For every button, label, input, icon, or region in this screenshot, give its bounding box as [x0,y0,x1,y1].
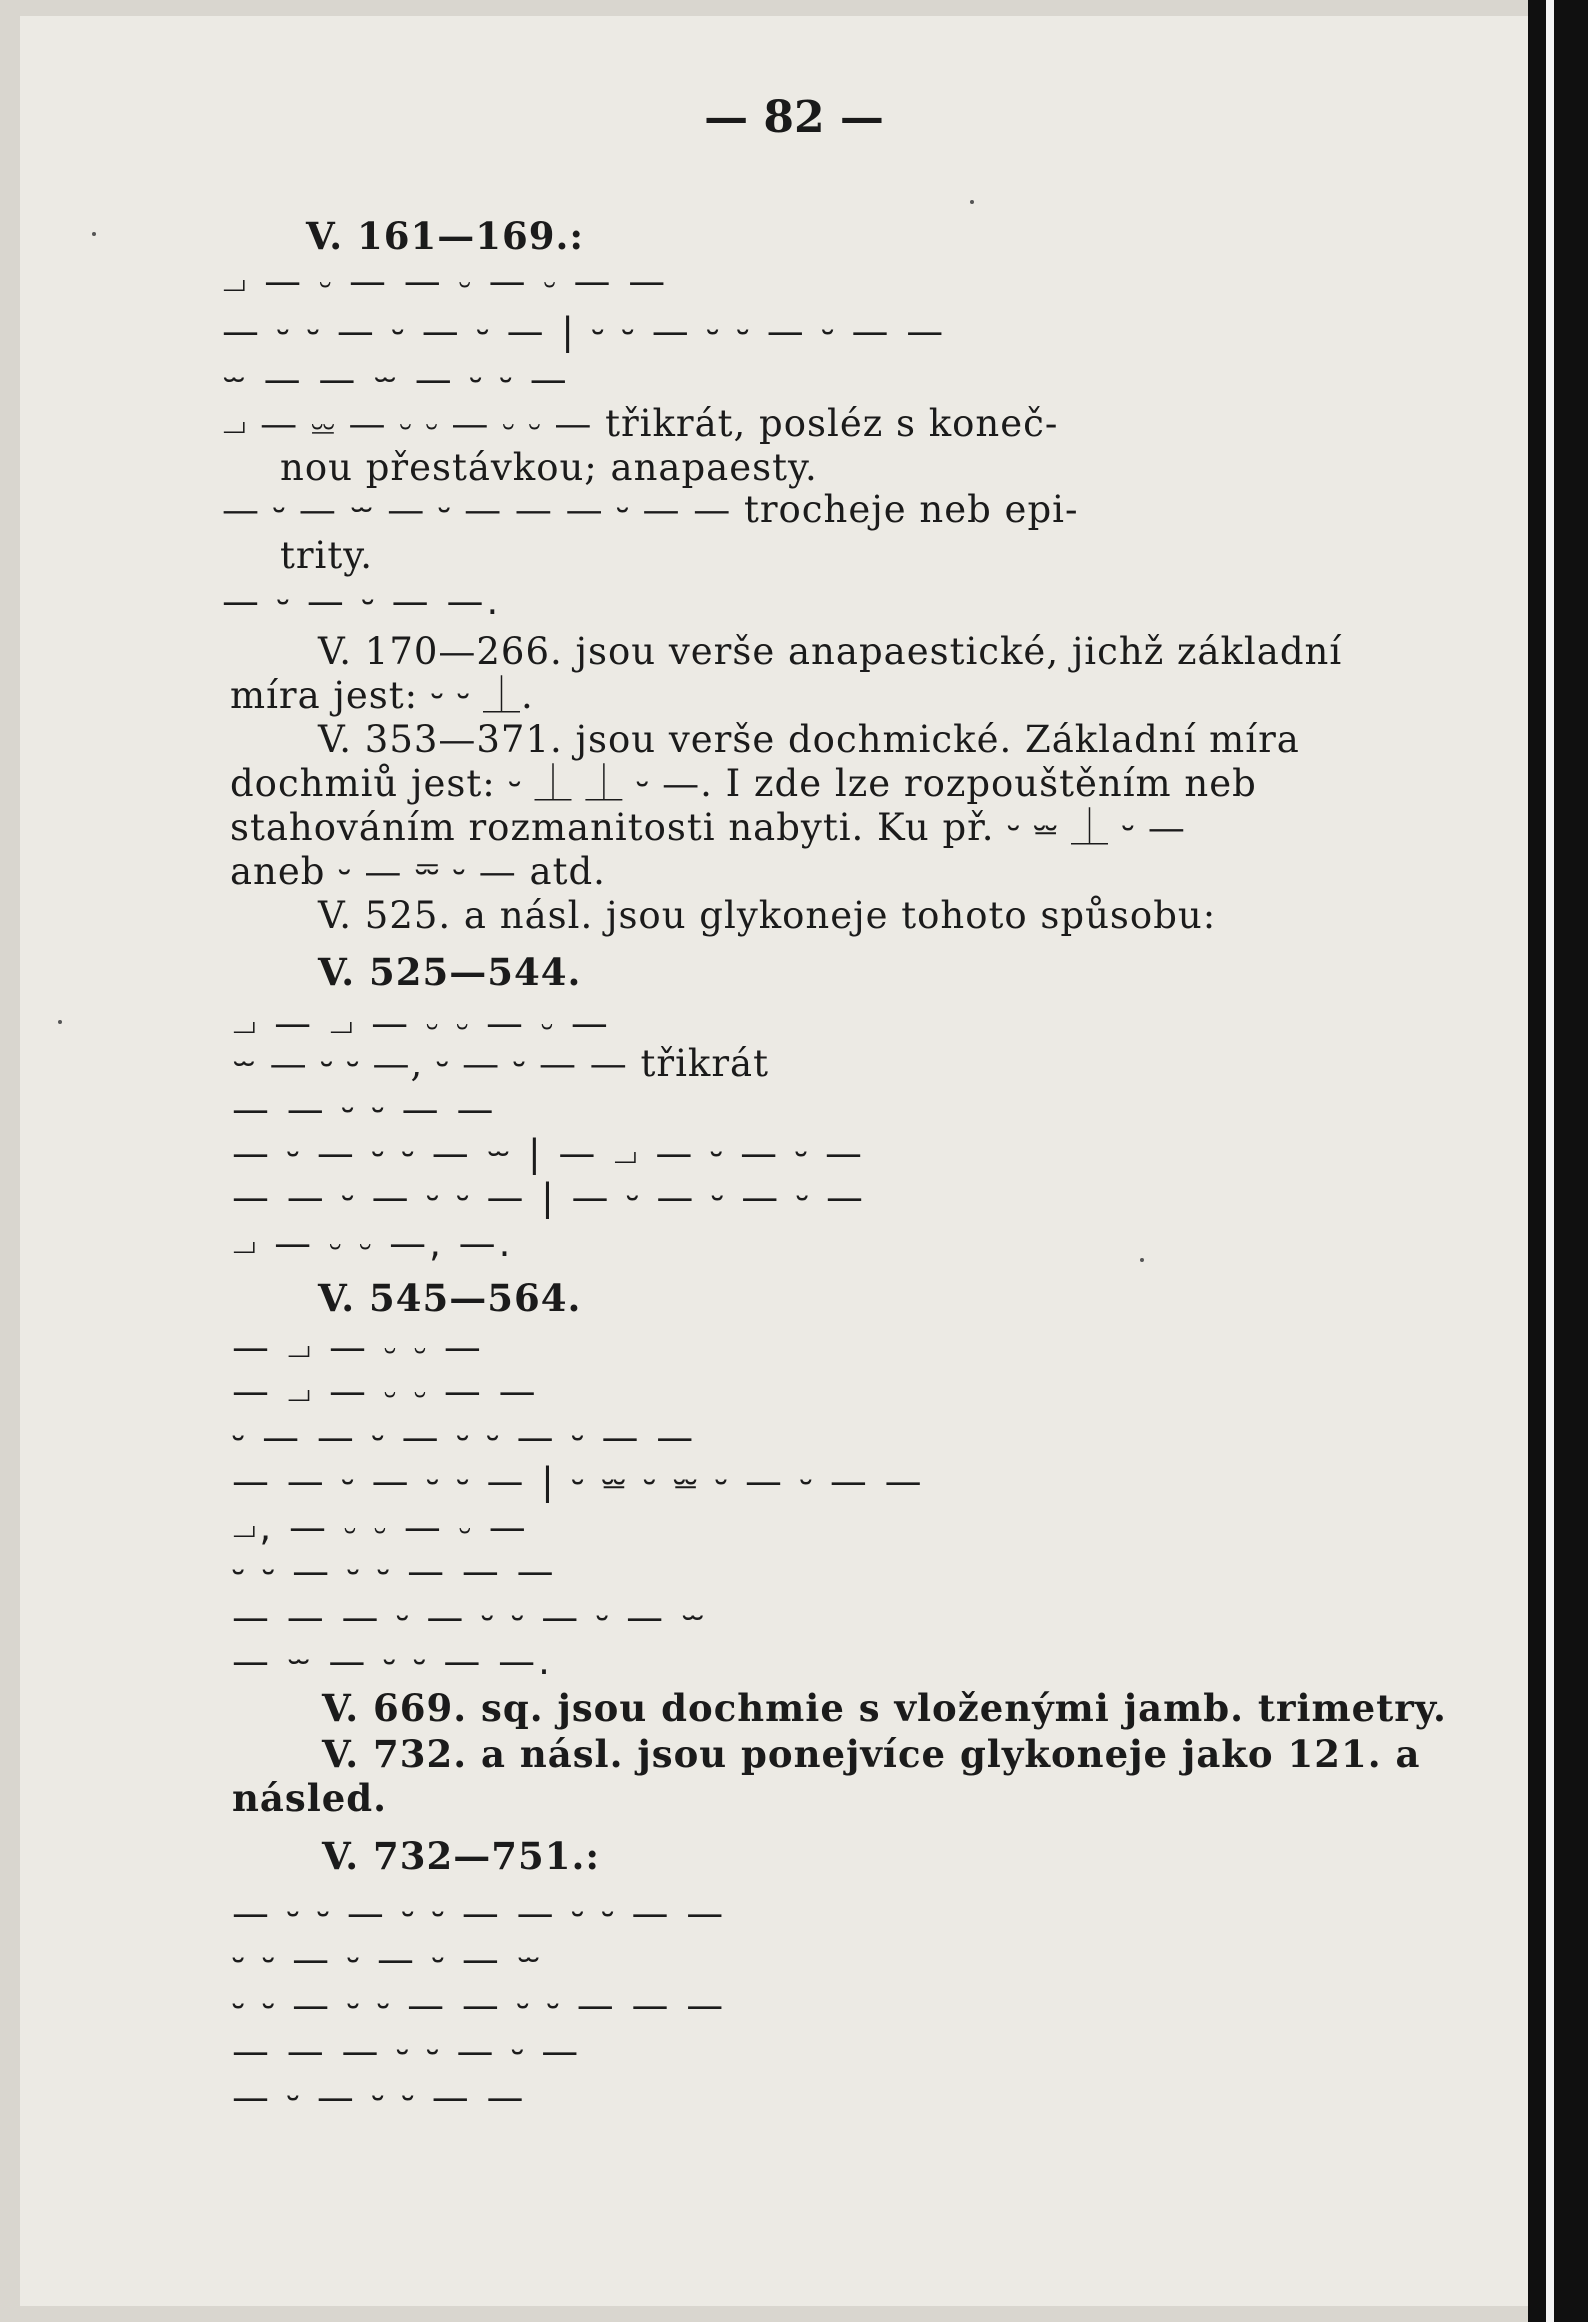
meter-line: — ⏑ ⏑ — ⏑ — ⏑ — | ⏑ ⏑ — ⏑ ⏑ — ⏑ — — [222,310,947,353]
meter-line: ⏗ — ⏕ — ⏑ ⏑ — ⏑ ⏑ — třikrát, posléz s koneč- [222,402,1059,445]
text-line: V. 353—371. jsou verše dochmické. Základní míra [318,718,1300,761]
verse-heading: V. 525—544. [318,950,582,994]
verse-heading: V. 545—564. [318,1276,582,1320]
verse-heading: V. 732—751.: [322,1834,601,1878]
text-line: dochmiů jest: ⏑ ⏊ ⏊ ⏑ —. I zde lze rozpouštěním neb [230,762,1257,805]
text-line: V. 669. sq. jsou dochmie s vloženými jamb. trimetry. [322,1686,1447,1730]
meter-line: — — ⏑ — ⏑ ⏑ — | — ⏑ — ⏑ — ⏑ — [232,1176,867,1219]
meter-line: — — ⏑ — ⏑ ⏑ — | ⏑ ⏕ ⏑ ⏕ ⏑ — ⏑ — — [232,1460,925,1503]
book-binding-edge [1528,0,1588,2322]
meter-line: — ⏗ — ⏑ ⏑ — [232,1326,484,1369]
text-line: trity. [280,534,374,577]
meter-line: — ⏑ — ⏑ — —. [222,580,502,623]
text-line: násled. [232,1776,388,1820]
meter-line: ⏗ — ⏑ ⏑ —, —. [232,1222,514,1265]
meter-line: — ⏑ — ⏖ — ⏑ — — — ⏑ — — trocheje neb epi- [222,488,1079,531]
meter-line: ⏑ — — ⏑ — ⏑ ⏑ — ⏑ — — [232,1416,697,1459]
meter-line: ⏗, — ⏑ ⏑ — ⏑ — [232,1506,529,1549]
page-number: — 82 — [704,92,884,143]
ink-speck [970,200,974,204]
meter-line: — ⏑ — ⏑ ⏑ — — [232,2076,527,2119]
text-line: nou přestávkou; anapaesty. [280,446,818,489]
text-line: aneb ⏑ — ⏔ ⏑ — atd. [230,850,606,893]
ink-speck [1140,1258,1144,1262]
text-line: míra jest: ⏑ ⏑ ⏊. [230,674,534,717]
meter-line: ⏑ ⏑ — ⏑ — ⏑ — ⏖ [232,1938,544,1981]
ink-speck [92,232,96,236]
meter-line: ⏑ ⏑ — ⏑ ⏑ — — — [232,1550,557,1593]
verse-heading: V. 161—169.: [306,214,585,258]
meter-line: — — ⏑ ⏑ — — [232,1088,497,1131]
ink-speck [58,1020,62,1024]
meter-line: — — — ⏑ — ⏑ ⏑ — ⏑ — ⏖ [232,1596,708,1639]
meter-line: ⏖ — — ⏖ — ⏑ ⏑ — [222,358,570,401]
text-line: V. 732. a násl. jsou ponejvíce glykoneje jako 121. a [322,1732,1421,1776]
meter-line: — ⏑ — ⏑ ⏑ — ⏖ | — ⏗ — ⏑ — ⏑ — [232,1132,866,1175]
meter-line: — ⏗ — ⏑ ⏑ — — [232,1370,539,1413]
meter-line: — ⏖ — ⏑ ⏑ — —. [232,1640,553,1683]
text-line: stahováním rozmanitosti nabyti. Ku př. ⏑ ⏕ ⏊ ⏑ — [230,806,1186,849]
meter-line: — — — ⏑ ⏑ — ⏑ — [232,2030,582,2073]
text-line: V. 525. a násl. jsou glykoneje tohoto spůsobu: [318,894,1217,937]
meter-line: ⏗ — ⏗ — ⏑ ⏑ — ⏑ — [232,1002,611,1045]
text-line: V. 170—266. jsou verše anapaestické, jichž základní [318,630,1343,673]
meter-line: ⏗ — ⏑ — — ⏑ — ⏑ — — [222,260,669,303]
meter-line: ⏑ ⏑ — ⏑ ⏑ — — ⏑ ⏑ — — — [232,1984,727,2027]
meter-line: ⏖ — ⏑ ⏑ —, ⏑ — ⏑ — — třikrát [232,1042,769,1085]
meter-line: — ⏑ ⏑ — ⏑ ⏑ — — ⏑ ⏑ — — [232,1892,727,1935]
